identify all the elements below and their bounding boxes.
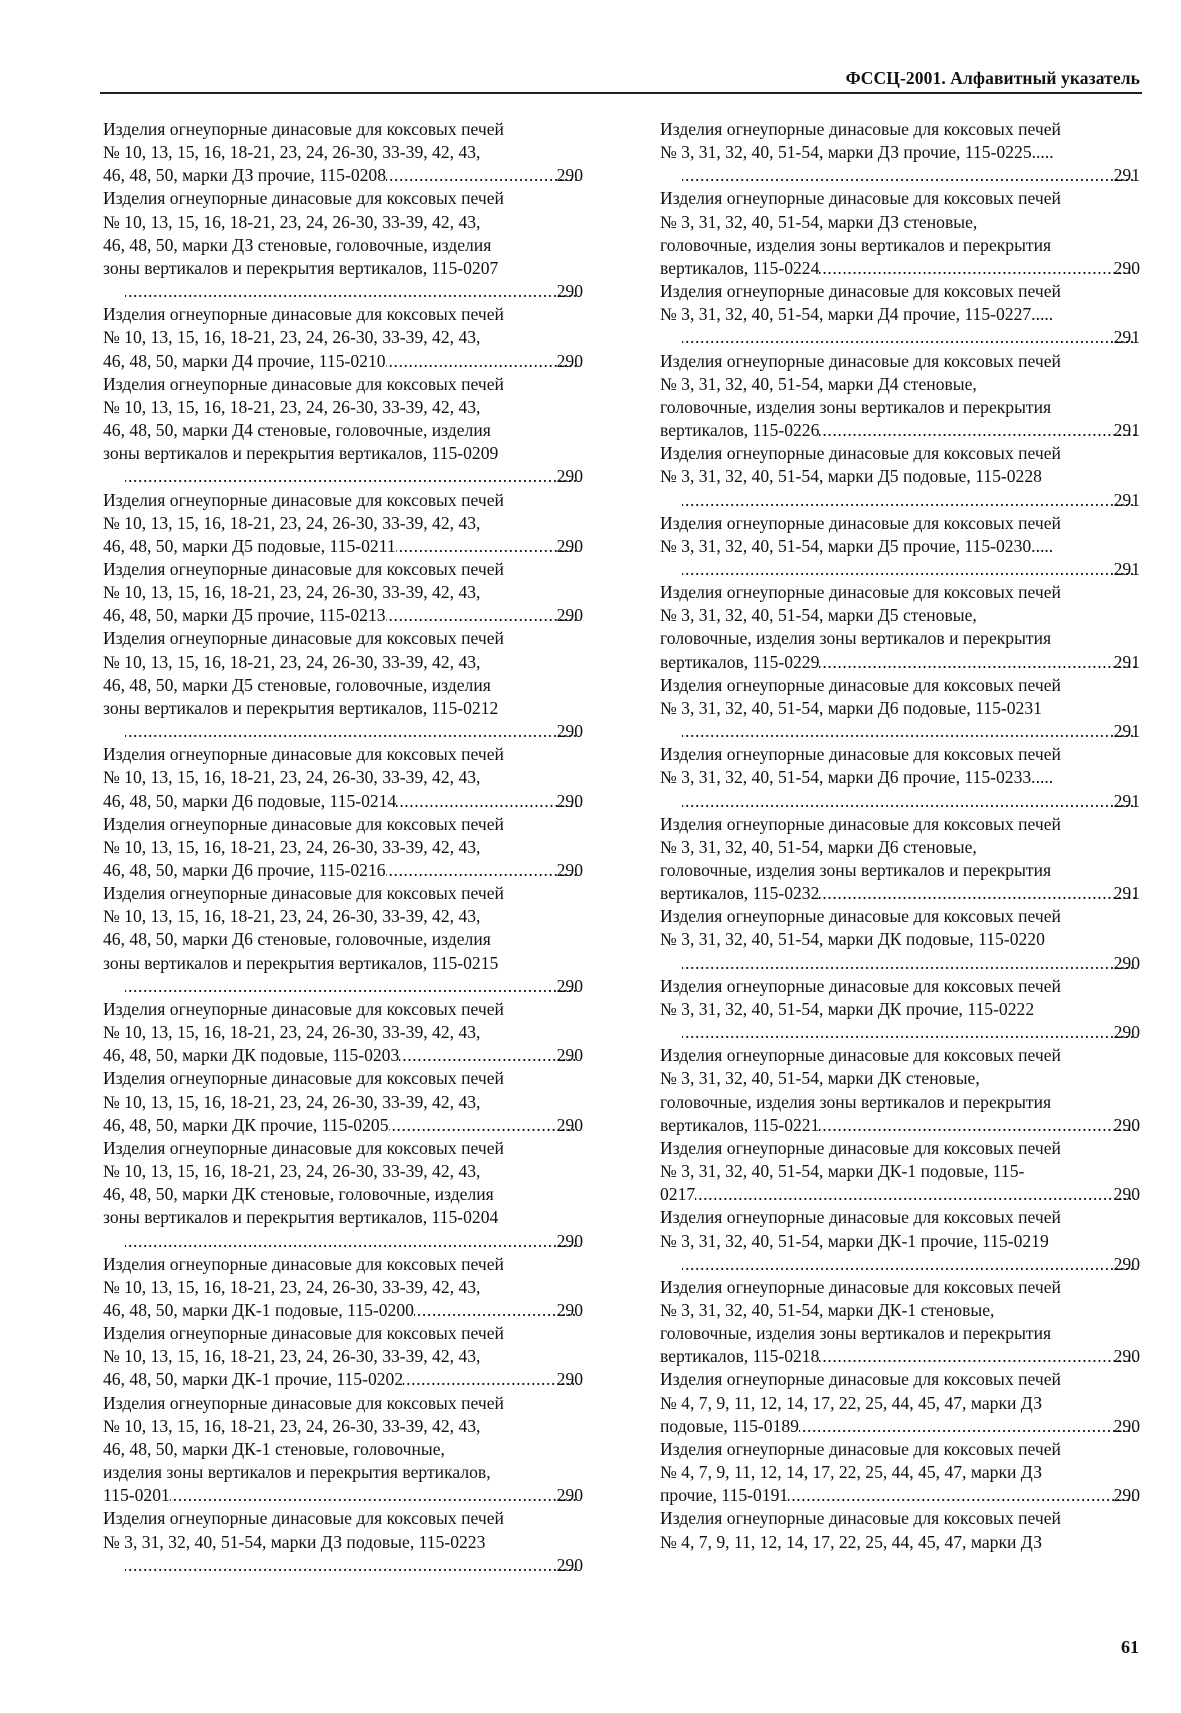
- index-entry-line: Изделия огнеупорные динасовые для коксовых печей: [660, 1508, 1061, 1529]
- index-entry-line: Изделия огнеупорные динасовые для коксовых печей: [660, 582, 1061, 603]
- index-entry: [660, 813, 1140, 906]
- index-entry-page-ref: 290: [556, 165, 583, 186]
- index-entry-line: головочные, изделия зоны вертикалов и перекрытия: [660, 396, 1052, 417]
- index-entry: [660, 674, 1140, 743]
- index-entry-page-ref: 290: [556, 860, 583, 880]
- index-entry-line: Изделия огнеупорные динасовые для коксовых печей: [103, 998, 504, 1019]
- index-entry-line: Изделия огнеупорные динасовые для коксовых печей: [103, 628, 504, 649]
- index-entry-line: Изделия огнеупорные динасовые для коксовых печей: [660, 1276, 1061, 1297]
- index-entry-leader-text: 46, 48, 50, марки ДК-1 подовые, 115-0200: [103, 1299, 414, 1320]
- index-entry-line: Изделия огнеупорные динасовые для коксовых печей: [660, 744, 1061, 765]
- index-entry-leader-line: [103, 350, 583, 373]
- index-entry-line: № 10, 13, 15, 16, 18-21, 23, 24, 26-30, 33-39, 42, 43,: [103, 1022, 481, 1043]
- index-entry-line: № 10, 13, 15, 16, 18-21, 23, 24, 26-30, 33-39, 42, 43,: [103, 1161, 481, 1182]
- index-entry-line: Изделия огнеупорные динасовые для коксовых печей: [103, 188, 504, 209]
- index-entry-page-ref: 290: [1113, 1022, 1140, 1043]
- index-entry-page-ref: 291: [1113, 651, 1140, 672]
- index-entry-page-ref: 291: [1113, 327, 1140, 348]
- index-entry: [660, 118, 1140, 187]
- index-entry-line: № 4, 7, 9, 11, 12, 14, 17, 22, 25, 44, 45, 47, марки ДЗ: [660, 1462, 1043, 1483]
- index-entry-line: головочные, изделия зоны вертикалов и перекрытия: [660, 628, 1052, 649]
- index-entry-line: Изделия огнеупорные динасовые для коксовых печей: [660, 350, 1061, 371]
- index-entry-page-ref: 290: [556, 535, 583, 556]
- index-entry-page-ref: 290: [1113, 257, 1140, 278]
- dot-leader: [682, 1021, 1135, 1044]
- index-entry-line: зоны вертикалов и перекрытия вертикалов, 115-0207: [103, 257, 499, 278]
- dot-leader: [695, 1183, 1134, 1206]
- index-entry: [660, 280, 1140, 349]
- index-entry-line: Изделия огнеупорные динасовые для коксовых печей: [103, 558, 504, 579]
- index-entry-page-ref: 290: [1113, 1114, 1140, 1135]
- dot-leader: [819, 257, 1134, 280]
- index-entry-leader-text: вертикалов, 115-0226: [660, 420, 820, 441]
- index-entry-leader-text: вертикалов, 115-0224: [660, 257, 820, 278]
- dot-leader: [819, 1114, 1134, 1137]
- index-entry-leader-line: [660, 1183, 1140, 1206]
- index-entry-line: зоны вертикалов и перекрытия вертикалов, 115-0209: [103, 443, 499, 464]
- index-entry: [660, 187, 1140, 280]
- index-entry-page-ref: 290: [556, 605, 583, 626]
- index-entry-line: Изделия огнеупорные динасовые для коксовых печей: [103, 373, 504, 394]
- index-entry-line: № 4, 7, 9, 11, 12, 14, 17, 22, 25, 44, 45, 47, марки ДЗ: [660, 1392, 1043, 1413]
- dot-leader: [125, 1554, 578, 1577]
- index-entry-line: изделия зоны вертикалов и перекрытия вертикалов,: [103, 1462, 491, 1483]
- index-entry-line: № 10, 13, 15, 16, 18-21, 23, 24, 26-30, 33-39, 42, 43,: [103, 906, 481, 927]
- index-entry-page-ref: 290: [1113, 1346, 1140, 1367]
- index-entry-line: Изделия огнеупорные динасовые для коксовых печей: [103, 1253, 504, 1274]
- index-entry: [103, 1253, 583, 1322]
- index-entry-leader-text: вертикалов, 115-0229: [660, 651, 820, 672]
- index-entry-line: головочные, изделия зоны вертикалов и перекрытия: [660, 1323, 1052, 1344]
- index-entry-page-ref: 290: [556, 721, 583, 742]
- dot-leader: [125, 1230, 578, 1253]
- index-entry-page-ref: 290: [1113, 952, 1140, 973]
- index-entry-line: № 10, 13, 15, 16, 18-21, 23, 24, 26-30, 33-39, 42, 43,: [103, 582, 481, 603]
- index-entry-leader-line: [660, 651, 1140, 674]
- index-entry-line: Изделия огнеупорные динасовые для коксовых печей: [660, 906, 1061, 927]
- index-entry: [103, 882, 583, 998]
- index-entry: [103, 1322, 583, 1391]
- index-entry-page-ref: 291: [1113, 721, 1140, 742]
- index-entry: [660, 442, 1140, 511]
- index-entry-leader-line: [103, 1484, 583, 1507]
- index-entry-page-ref: 290: [1113, 1253, 1140, 1274]
- index-entry-line: головочные, изделия зоны вертикалов и перекрытия: [660, 234, 1052, 255]
- index-entry-line: № 3, 31, 32, 40, 51-54, марки Д4 прочие, 115-0227.....: [660, 304, 1054, 325]
- dot-leader: [788, 1484, 1134, 1507]
- index-entry-page-ref: 290: [556, 1485, 583, 1506]
- index-entry-line: № 3, 31, 32, 40, 51-54, марки Д5 прочие, 115-0230.....: [660, 535, 1054, 556]
- index-entry-leader-line: [125, 1554, 583, 1577]
- index-entry-line: Изделия огнеупорные динасовые для коксовых печей: [660, 1045, 1061, 1066]
- index-entry: [103, 743, 583, 812]
- index-entry-line: № 3, 31, 32, 40, 51-54, марки ДК стеновые,: [660, 1068, 980, 1089]
- index-entry-leader-text: 46, 48, 50, марки Д6 подовые, 115-0214: [103, 790, 397, 811]
- index-entry-leader-line: [682, 790, 1140, 813]
- index-entry-leader-line: [682, 326, 1140, 349]
- index-entry-page-ref: 290: [556, 350, 583, 371]
- index-entry: [660, 1438, 1140, 1507]
- index-entry-leader-line: [682, 952, 1140, 975]
- index-entry-leader-line: [682, 720, 1140, 743]
- index-entry: [660, 905, 1140, 974]
- index-entry-leader-text: 46, 48, 50, марки ДК подовые, 115-0203: [103, 1045, 400, 1066]
- index-entry-line: Изделия огнеупорные динасовые для коксовых печей: [660, 975, 1061, 996]
- index-entry: [103, 627, 583, 743]
- index-entry-line: № 10, 13, 15, 16, 18-21, 23, 24, 26-30, 33-39, 42, 43,: [103, 512, 481, 533]
- dot-leader: [799, 1415, 1135, 1438]
- index-entry-leader-line: [660, 1415, 1140, 1438]
- index-entry-line: № 10, 13, 15, 16, 18-21, 23, 24, 26-30, 33-39, 42, 43,: [103, 327, 481, 348]
- index-entry-line: № 3, 31, 32, 40, 51-54, марки Д5 стеновые,: [660, 605, 977, 626]
- dot-leader: [125, 720, 578, 743]
- index-entry-line: № 10, 13, 15, 16, 18-21, 23, 24, 26-30, 33-39, 42, 43,: [103, 211, 481, 232]
- index-entry-page-ref: 290: [556, 466, 583, 487]
- index-column-left: [103, 118, 583, 1577]
- dot-leader: [819, 651, 1134, 674]
- dot-leader: [389, 1114, 578, 1137]
- index-entry-leader-text: 46, 48, 50, марки Д6 прочие, 115-0216: [103, 860, 386, 880]
- index-entry-line: Изделия огнеупорные динасовые для коксовых печей: [660, 813, 1061, 834]
- index-entry-line: № 3, 31, 32, 40, 51-54, марки ДК-1 прочие, 115-0219: [660, 1230, 1049, 1251]
- index-entry-line: № 3, 31, 32, 40, 51-54, марки ДК-1 стеновые,: [660, 1299, 995, 1320]
- dot-leader: [819, 1345, 1134, 1368]
- index-entry-leader-text: подовые, 115-0189: [660, 1415, 799, 1436]
- index-entry: [103, 558, 583, 627]
- index-entry-leader-line: [125, 465, 583, 488]
- index-entry-line: 46, 48, 50, марки Д5 стеновые, головочные, изделия: [103, 674, 491, 695]
- index-entry-leader-line: [103, 859, 583, 882]
- index-entry-line: Изделия огнеупорные динасовые для коксовых печей: [660, 443, 1061, 464]
- index-entry-leader-text: 46, 48, 50, марки Д5 прочие, 115-0213: [103, 605, 386, 626]
- index-entry: [660, 743, 1140, 812]
- index-entry-line: № 3, 31, 32, 40, 51-54, марки ДК-1 подовые, 115-: [660, 1161, 1025, 1182]
- index-entry-line: № 10, 13, 15, 16, 18-21, 23, 24, 26-30, 33-39, 42, 43,: [103, 1276, 481, 1297]
- index-entry-line: Изделия огнеупорные динасовые для коксовых печей: [660, 188, 1061, 209]
- dot-leader: [399, 1044, 577, 1067]
- index-entry-page-ref: 290: [1113, 1485, 1140, 1506]
- index-entry-leader-line: [103, 1044, 583, 1067]
- index-entry-line: Изделия огнеупорные динасовые для коксовых печей: [103, 1508, 504, 1529]
- running-header-title: ФССЦ-2001. Алфавитный указатель: [845, 68, 1140, 88]
- dot-leader: [396, 535, 578, 558]
- index-entry-line: № 10, 13, 15, 16, 18-21, 23, 24, 26-30, 33-39, 42, 43,: [103, 767, 481, 788]
- index-entry-line: № 10, 13, 15, 16, 18-21, 23, 24, 26-30, 33-39, 42, 43,: [103, 396, 481, 417]
- index-entry-leader-text: вертикалов, 115-0232: [660, 883, 820, 904]
- index-entry-page-ref: 290: [556, 1230, 583, 1251]
- index-entry-line: № 10, 13, 15, 16, 18-21, 23, 24, 26-30, 33-39, 42, 43,: [103, 836, 481, 857]
- index-entry: [660, 1368, 1140, 1437]
- index-entry-line: № 3, 31, 32, 40, 51-54, марки Д6 подовые, 115-0231: [660, 697, 1042, 718]
- dot-leader: [386, 604, 578, 627]
- index-entry-page-ref: 290: [556, 790, 583, 811]
- index-entry-leader-text: 46, 48, 50, марки ДК-1 прочие, 115-0202: [103, 1369, 404, 1390]
- index-entry-line: № 3, 31, 32, 40, 51-54, марки Д5 подовые, 115-0228: [660, 466, 1042, 487]
- index-column-right: [660, 118, 1140, 1554]
- index-entry-page-ref: 291: [1113, 165, 1140, 186]
- index-entry-line: № 3, 31, 32, 40, 51-54, марки Д6 стеновые,: [660, 836, 977, 857]
- index-entry-line: 46, 48, 50, марки ДЗ стеновые, головочные, изделия: [103, 234, 492, 255]
- index-entry-line: Изделия огнеупорные динасовые для коксовых печей: [103, 883, 504, 904]
- index-entry: [103, 998, 583, 1067]
- dot-leader: [682, 1253, 1135, 1276]
- index-entry: [660, 1137, 1140, 1206]
- index-entry-leader-line: [660, 1345, 1140, 1368]
- index-entry-line: зоны вертикалов и перекрытия вертикалов, 115-0215: [103, 952, 499, 973]
- index-entry-line: Изделия огнеупорные динасовые для коксовых печей: [660, 119, 1061, 139]
- index-entry-leader-line: [125, 720, 583, 743]
- index-entry-leader-line: [682, 489, 1140, 512]
- index-entry-page-ref: 290: [556, 975, 583, 996]
- index-entry-line: Изделия огнеупорные динасовые для коксовых печей: [103, 119, 504, 139]
- index-entry-leader-line: [660, 419, 1140, 442]
- index-entry-leader-line: [103, 790, 583, 813]
- index-entry-leader-line: [103, 1299, 583, 1322]
- dot-leader: [386, 859, 578, 882]
- index-entry: [103, 187, 583, 303]
- index-entry-page-ref: 290: [556, 1369, 583, 1390]
- index-entry-line: Изделия огнеупорные динасовые для коксовых печей: [103, 304, 504, 325]
- index-entry-leader-line: [103, 604, 583, 627]
- index-entry: [103, 489, 583, 558]
- dot-leader: [125, 975, 578, 998]
- index-entry-line: Изделия огнеупорные динасовые для коксовых печей: [103, 1068, 504, 1089]
- index-entry-line: зоны вертикалов и перекрытия вертикалов, 115-0212: [103, 697, 499, 718]
- index-entry-leader-text: вертикалов, 115-0218: [660, 1346, 820, 1367]
- index-entry-line: № 10, 13, 15, 16, 18-21, 23, 24, 26-30, 33-39, 42, 43,: [103, 1415, 481, 1436]
- index-entry: [103, 303, 583, 372]
- index-entry-line: Изделия огнеупорные динасовые для коксовых печей: [660, 674, 1061, 695]
- index-entry-line: № 4, 7, 9, 11, 12, 14, 17, 22, 25, 44, 45, 47, марки ДЗ: [660, 1531, 1043, 1552]
- dot-leader: [682, 558, 1135, 581]
- dot-leader: [125, 465, 578, 488]
- index-entry-page-ref: 290: [556, 1299, 583, 1320]
- index-entry-leader-line: [125, 280, 583, 303]
- index-entry-leader-text: 46, 48, 50, марки Д5 подовые, 115-0211: [103, 535, 396, 556]
- dot-leader: [125, 280, 578, 303]
- index-entry-line: Изделия огнеупорные динасовые для коксовых печей: [660, 1207, 1061, 1228]
- index-entry-leader-line: [660, 882, 1140, 905]
- index-entry-line: 46, 48, 50, марки ДК стеновые, головочные, изделия: [103, 1184, 494, 1205]
- index-entry-leader-line: [660, 1114, 1140, 1137]
- index-entry: [660, 1507, 1140, 1553]
- index-entry-leader-line: [103, 535, 583, 558]
- index-entry-leader-line: [103, 1114, 583, 1137]
- dot-leader: [682, 489, 1135, 512]
- dot-leader: [682, 164, 1135, 187]
- index-entry-line: № 10, 13, 15, 16, 18-21, 23, 24, 26-30, 33-39, 42, 43,: [103, 142, 481, 163]
- index-entry: [660, 1206, 1140, 1275]
- index-entry-page-ref: 290: [556, 1554, 583, 1575]
- index-entry-line: № 10, 13, 15, 16, 18-21, 23, 24, 26-30, 33-39, 42, 43,: [103, 1346, 481, 1367]
- index-entry-line: 46, 48, 50, марки Д4 стеновые, головочные, изделия: [103, 420, 491, 441]
- index-entry: [103, 1507, 583, 1576]
- dot-leader: [682, 326, 1135, 349]
- dot-leader: [396, 790, 577, 813]
- index-entry-page-ref: 291: [1113, 420, 1140, 441]
- index-entry-leader-line: [682, 1021, 1140, 1044]
- index-entry: [660, 581, 1140, 674]
- index-entry: [103, 813, 583, 882]
- index-entry-line: головочные, изделия зоны вертикалов и перекрытия: [660, 1091, 1052, 1112]
- index-entry: [103, 118, 583, 187]
- dot-leader: [819, 882, 1134, 905]
- index-entry-leader-text: 46, 48, 50, марки ДК прочие, 115-0205: [103, 1114, 389, 1135]
- index-entry-page-ref: 290: [1113, 1184, 1140, 1205]
- index-entry-page-ref: 290: [556, 1114, 583, 1135]
- index-entry-line: Изделия огнеупорные динасовые для коксовых печей: [660, 1369, 1061, 1390]
- dot-leader: [170, 1484, 578, 1507]
- index-entry-leader-text: прочие, 115-0191: [660, 1485, 789, 1506]
- dot-leader: [682, 720, 1135, 743]
- index-entry-page-ref: 291: [1113, 489, 1140, 510]
- index-entry-page-ref: 290: [556, 1045, 583, 1066]
- index-entry-leader-line: [125, 975, 583, 998]
- index-entry-line: Изделия огнеупорные динасовые для коксовых печей: [103, 1323, 504, 1344]
- index-entry-leader-text: 115-0201: [103, 1485, 170, 1506]
- dot-leader: [682, 952, 1135, 975]
- index-entry: [660, 512, 1140, 581]
- index-entry-line: № 10, 13, 15, 16, 18-21, 23, 24, 26-30, 33-39, 42, 43,: [103, 651, 481, 672]
- index-entry: [103, 1067, 583, 1136]
- index-entry-line: Изделия огнеупорные динасовые для коксовых печей: [103, 1137, 504, 1158]
- index-entry-line: зоны вертикалов и перекрытия вертикалов, 115-0204: [103, 1207, 499, 1228]
- index-entry-page-ref: 290: [1113, 1415, 1140, 1436]
- index-entry-leader-text: 46, 48, 50, марки ДЗ прочие, 115-0208: [103, 165, 387, 186]
- index-entry-line: Изделия огнеупорные динасовые для коксовых печей: [103, 1392, 504, 1413]
- index-entry-leader-text: 46, 48, 50, марки Д4 прочие, 115-0210: [103, 350, 386, 371]
- index-entry-page-ref: 291: [1113, 883, 1140, 904]
- index-entry-line: № 3, 31, 32, 40, 51-54, марки ДЗ стеновые,: [660, 211, 978, 232]
- index-entry: [660, 975, 1140, 1044]
- index-entry-leader-line: [682, 164, 1140, 187]
- index-entry-line: головочные, изделия зоны вертикалов и перекрытия: [660, 860, 1052, 880]
- index-entry-line: 46, 48, 50, марки ДК-1 стеновые, головочные,: [103, 1438, 445, 1459]
- index-entry: [660, 350, 1140, 443]
- index-entry-page-ref: 291: [1113, 790, 1140, 811]
- index-entry: [660, 1044, 1140, 1137]
- index-entry-line: Изделия огнеупорные динасовые для коксовых печей: [103, 813, 504, 834]
- dot-leader: [819, 419, 1134, 442]
- index-entry-leader-line: [103, 164, 583, 187]
- index-entry-page-ref: 290: [556, 281, 583, 302]
- index-entry-page-ref: 291: [1113, 558, 1140, 579]
- index-entry-leader-line: [660, 1484, 1140, 1507]
- index-entry-line: № 10, 13, 15, 16, 18-21, 23, 24, 26-30, 33-39, 42, 43,: [103, 1091, 481, 1112]
- index-entry-leader-text: 0217: [660, 1184, 696, 1205]
- dot-leader: [403, 1368, 577, 1391]
- index-entry-line: № 3, 31, 32, 40, 51-54, марки ДК подовые, 115-0220: [660, 929, 1045, 950]
- index-entry-leader-line: [682, 558, 1140, 581]
- index-entry-leader-text: вертикалов, 115-0221: [660, 1114, 820, 1135]
- index-entry-line: 46, 48, 50, марки Д6 стеновые, головочные, изделия: [103, 929, 491, 950]
- page-number: 61: [1121, 1637, 1139, 1657]
- index-entry-line: Изделия огнеупорные динасовые для коксовых печей: [660, 281, 1061, 302]
- index-entry-line: № 3, 31, 32, 40, 51-54, марки ДЗ прочие, 115-0225.....: [660, 142, 1054, 163]
- index-entry-leader-line: [103, 1368, 583, 1391]
- index-entry-line: Изделия огнеупорные динасовые для коксовых печей: [660, 1137, 1061, 1158]
- dot-leader: [414, 1299, 578, 1322]
- index-entry-line: № 3, 31, 32, 40, 51-54, марки Д4 стеновые,: [660, 373, 977, 394]
- index-entry-leader-line: [125, 1230, 583, 1253]
- index-entry-leader-line: [682, 1253, 1140, 1276]
- index-entry: [103, 1392, 583, 1508]
- index-entry-line: Изделия огнеупорные динасовые для коксовых печей: [103, 744, 504, 765]
- index-entry-line: Изделия огнеупорные динасовые для коксовых печей: [660, 1438, 1061, 1459]
- index-entry: [660, 1276, 1140, 1369]
- index-entry-line: № 3, 31, 32, 40, 51-54, марки Д6 прочие, 115-0233.....: [660, 767, 1054, 788]
- index-entry-line: Изделия огнеупорные динасовые для коксовых печей: [660, 512, 1061, 533]
- index-entry-line: № 3, 31, 32, 40, 51-54, марки ДЗ подовые, 115-0223: [103, 1531, 486, 1552]
- index-entry-line: № 3, 31, 32, 40, 51-54, марки ДК прочие, 115-0222: [660, 998, 1035, 1019]
- dot-leader: [682, 790, 1135, 813]
- index-entry: [103, 373, 583, 489]
- dot-leader: [386, 164, 578, 187]
- index-entry-leader-line: [660, 257, 1140, 280]
- dot-leader: [386, 350, 578, 373]
- running-header: [100, 66, 1142, 94]
- index-entry: [103, 1137, 583, 1253]
- index-entry-line: Изделия огнеупорные динасовые для коксовых печей: [103, 489, 504, 510]
